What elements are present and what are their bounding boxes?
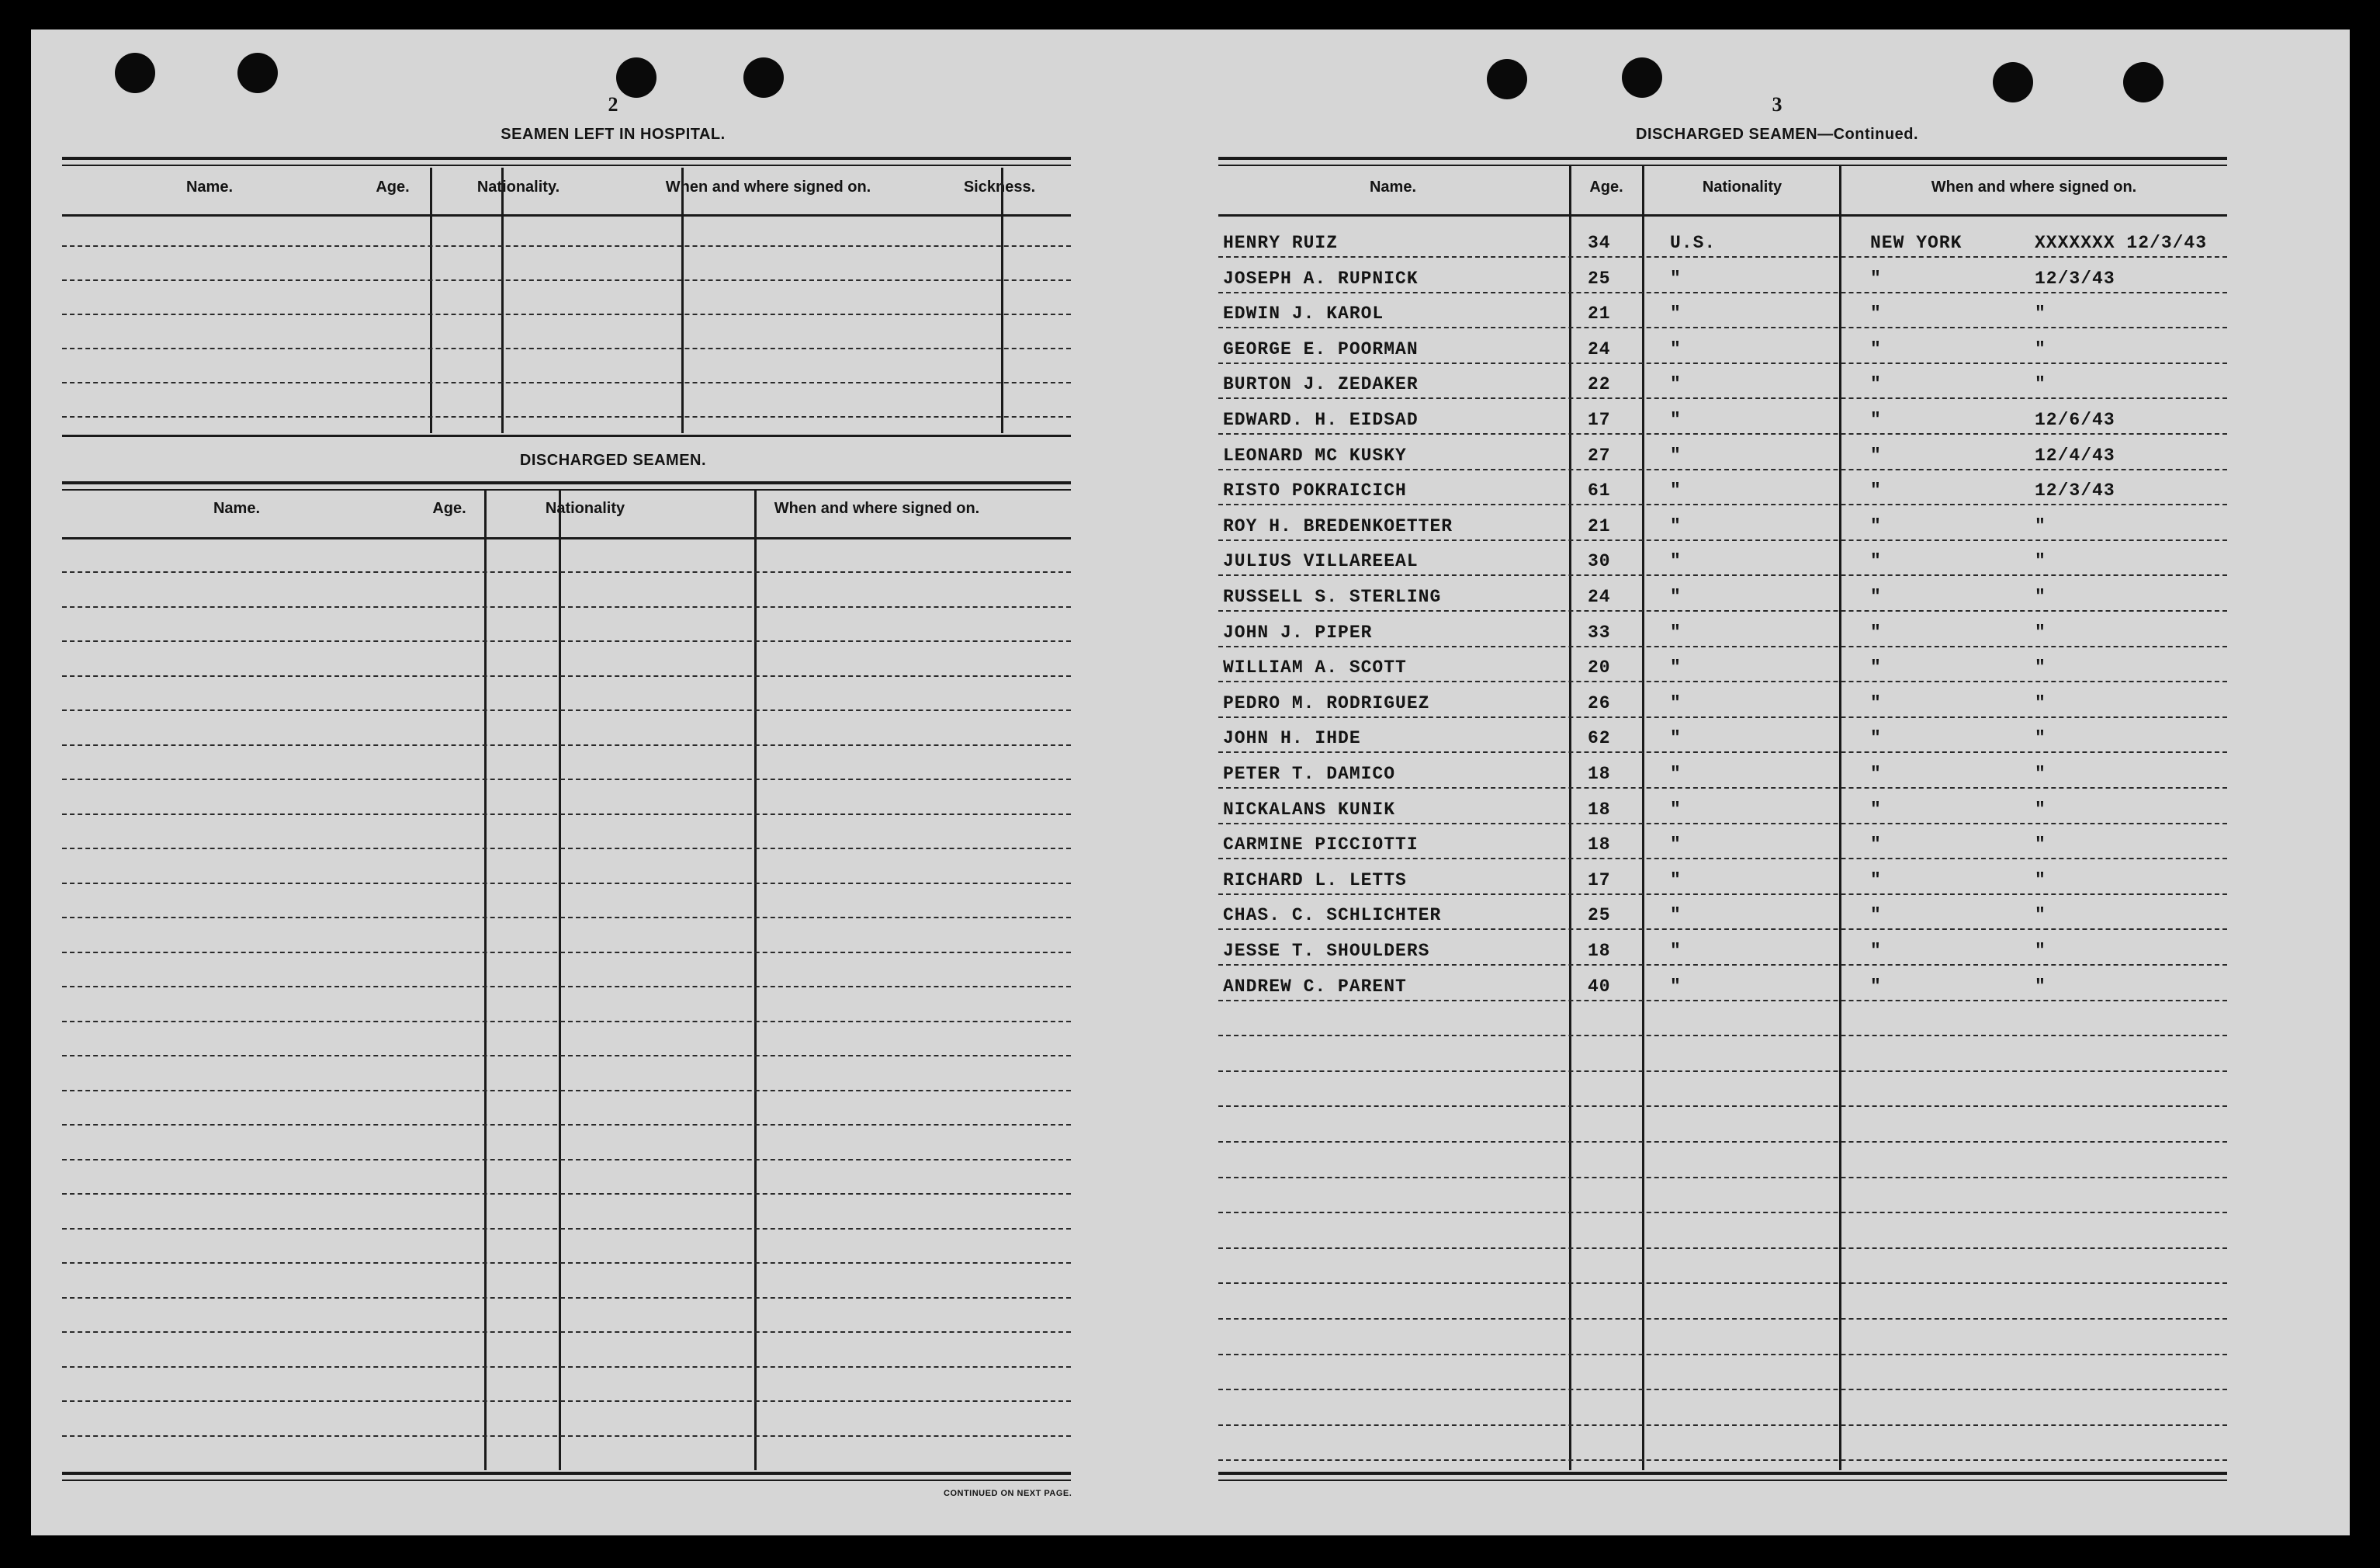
seaman-age: 26 — [1588, 692, 1611, 713]
seaman-age: 40 — [1588, 976, 1611, 997]
seaman-name: RISTO POKRAICICH — [1223, 480, 1407, 501]
col-header-signed-on: When and where signed on. — [774, 500, 980, 517]
seaman-age: 30 — [1588, 551, 1611, 572]
document-paper — [31, 29, 2350, 1535]
signed-on-date: " — [2035, 338, 2046, 359]
seaman-name: NICKALANS KUNIK — [1223, 799, 1396, 820]
seaman-age: 20 — [1588, 657, 1611, 678]
seaman-age: 24 — [1588, 338, 1611, 359]
entry-line — [1218, 823, 2227, 824]
hospital-section-title: SEAMEN LEFT IN HOSPITAL. — [501, 126, 726, 143]
entry-line — [1218, 1070, 2227, 1072]
entry-line — [62, 1159, 1071, 1160]
seaman-nationality: " — [1670, 622, 1682, 643]
column-divider — [559, 491, 561, 1470]
seaman-nationality: " — [1670, 976, 1682, 997]
seaman-age: 21 — [1588, 515, 1611, 536]
seaman-nationality: " — [1670, 551, 1682, 572]
signed-on-date: " — [2035, 551, 2046, 572]
table-top-rule — [62, 157, 1071, 166]
entry-line — [62, 744, 1071, 746]
col-header-sickness: Sickness. — [963, 179, 1036, 196]
column-divider — [1001, 168, 1003, 433]
signed-on-place: " — [1870, 480, 1882, 501]
entry-line — [1218, 964, 2227, 966]
entry-line — [1218, 858, 2227, 859]
signed-on-date: 12/3/43 — [2035, 480, 2115, 501]
entry-line — [1218, 1282, 2227, 1284]
entry-line — [1218, 397, 2227, 399]
signed-on-place: " — [1870, 304, 1882, 324]
seaman-name: CHAS. C. SCHLICHTER — [1223, 905, 1442, 926]
entry-line — [62, 952, 1071, 953]
seaman-name: JOHN H. IHDE — [1223, 728, 1361, 749]
seaman-nationality: " — [1670, 764, 1682, 784]
signed-on-place: " — [1870, 869, 1882, 890]
col-header-name: Name. — [1369, 179, 1417, 196]
signed-on-place: " — [1870, 268, 1882, 289]
entry-line — [1218, 1035, 2227, 1036]
col-header-name: Name. — [185, 179, 234, 196]
seaman-nationality: " — [1670, 515, 1682, 536]
seaman-age: 17 — [1588, 869, 1611, 890]
column-divider — [501, 168, 504, 433]
col-header-nationality: Nationality — [1702, 179, 1782, 196]
table-top-rule — [1218, 157, 2227, 166]
entry-line — [62, 917, 1071, 918]
continued-note: CONTINUED ON NEXT PAGE. — [944, 1489, 1072, 1498]
seaman-nationality: U.S. — [1670, 233, 1717, 253]
seaman-age: 17 — [1588, 410, 1611, 430]
seaman-age: 24 — [1588, 587, 1611, 607]
entry-line — [62, 779, 1071, 780]
entry-line — [62, 314, 1071, 315]
signed-on-place: " — [1870, 834, 1882, 855]
seaman-nationality: " — [1670, 445, 1682, 466]
entry-line — [62, 416, 1071, 418]
seaman-name: HENRY RUIZ — [1223, 233, 1339, 253]
header-rule — [62, 214, 1071, 217]
entry-line — [1218, 646, 2227, 647]
seaman-nationality: " — [1670, 657, 1682, 678]
col-header-nationality: Nationality. — [476, 179, 560, 196]
entry-line — [1218, 893, 2227, 895]
seaman-name: ANDREW C. PARENT — [1223, 976, 1407, 997]
seaman-name: JOHN J. PIPER — [1223, 622, 1373, 643]
entry-line — [1218, 1318, 2227, 1320]
entry-line — [62, 279, 1071, 281]
entry-line — [62, 1090, 1071, 1091]
seaman-age: 61 — [1588, 480, 1611, 501]
entry-line — [1218, 716, 2227, 718]
entry-line — [1218, 292, 2227, 293]
header-rule — [1218, 214, 2227, 217]
entry-line — [1218, 539, 2227, 541]
entry-line — [1218, 751, 2227, 753]
signed-on-date: 12/3/43 — [2035, 268, 2115, 289]
entry-line — [1218, 1354, 2227, 1355]
signed-on-date: " — [2035, 657, 2046, 678]
signed-on-place: NEW YORK — [1870, 233, 1963, 253]
seaman-name: JESSE T. SHOULDERS — [1223, 941, 1430, 961]
seaman-name: RICHARD L. LETTS — [1223, 869, 1407, 890]
col-header-signed-on: When and where signed on. — [665, 179, 871, 196]
entry-line — [62, 606, 1071, 608]
header-rule — [62, 537, 1071, 539]
entry-line — [62, 571, 1071, 573]
seaman-nationality: " — [1670, 480, 1682, 501]
entry-line — [1218, 1459, 2227, 1461]
entry-line — [1218, 504, 2227, 505]
page-number: 3 — [1772, 93, 1782, 116]
seaman-nationality: " — [1670, 869, 1682, 890]
signed-on-date: " — [2035, 834, 2046, 855]
entry-line — [62, 245, 1071, 247]
column-divider — [484, 491, 487, 1470]
seaman-name: ROY H. BREDENKOETTER — [1223, 515, 1453, 536]
entry-line — [1218, 1389, 2227, 1390]
seaman-name: PEDRO M. RODRIGUEZ — [1223, 692, 1430, 713]
entry-line — [62, 675, 1071, 677]
signed-on-place: " — [1870, 587, 1882, 607]
discharged-continued-title: DISCHARGED SEAMEN—Continued. — [1636, 126, 1918, 143]
seaman-nationality: " — [1670, 410, 1682, 430]
left-page — [62, 29, 1164, 1535]
seaman-age: 27 — [1588, 445, 1611, 466]
entry-line — [62, 848, 1071, 849]
entry-line — [1218, 574, 2227, 576]
signed-on-place: " — [1870, 338, 1882, 359]
discharged-section-title: DISCHARGED SEAMEN. — [519, 452, 707, 469]
signed-on-date: " — [2035, 941, 2046, 961]
entry-line — [62, 1262, 1071, 1264]
seaman-name: RUSSELL S. STERLING — [1223, 587, 1442, 607]
signed-on-date: " — [2035, 587, 2046, 607]
seaman-age: 22 — [1588, 374, 1611, 395]
signed-on-place: " — [1870, 799, 1882, 820]
entry-line — [62, 1021, 1071, 1022]
signed-on-place: " — [1870, 551, 1882, 572]
signed-on-date: " — [2035, 622, 2046, 643]
signed-on-date: " — [2035, 515, 2046, 536]
seaman-name: JULIUS VILLAREEAL — [1223, 551, 1419, 572]
entry-line — [1218, 433, 2227, 435]
entry-line — [62, 1193, 1071, 1195]
seaman-nationality: " — [1670, 799, 1682, 820]
seaman-name: WILLIAM A. SCOTT — [1223, 657, 1407, 678]
section-rule — [62, 435, 1071, 437]
entry-line — [62, 1228, 1071, 1230]
signed-on-date: " — [2035, 799, 2046, 820]
entry-line — [1218, 1212, 2227, 1213]
seaman-nationality: " — [1670, 728, 1682, 749]
signed-on-place: " — [1870, 905, 1882, 926]
seaman-age: 25 — [1588, 268, 1611, 289]
entry-line — [62, 640, 1071, 642]
signed-on-date: " — [2035, 304, 2046, 324]
seaman-age: 21 — [1588, 304, 1611, 324]
seaman-nationality: " — [1670, 374, 1682, 395]
seaman-age: 34 — [1588, 233, 1611, 253]
entry-line — [1218, 1141, 2227, 1143]
signed-on-place: " — [1870, 764, 1882, 784]
entry-line — [1218, 256, 2227, 258]
signed-on-date: 12/6/43 — [2035, 410, 2115, 430]
signed-on-date: " — [2035, 905, 2046, 926]
signed-on-date: " — [2035, 374, 2046, 395]
entry-line — [62, 382, 1071, 383]
entry-line — [1218, 469, 2227, 470]
signed-on-place: " — [1870, 976, 1882, 997]
entry-line — [1218, 928, 2227, 930]
seaman-nationality: " — [1670, 834, 1682, 855]
page-number: 2 — [608, 93, 618, 116]
seaman-age: 25 — [1588, 905, 1611, 926]
signed-on-place: " — [1870, 445, 1882, 466]
col-header-signed-on: When and where signed on. — [1931, 179, 2137, 196]
seaman-name: EDWIN J. KAROL — [1223, 304, 1384, 324]
entry-line — [1218, 1000, 2227, 1001]
entry-line — [62, 1124, 1071, 1126]
seaman-age: 18 — [1588, 941, 1611, 961]
entry-line — [62, 986, 1071, 987]
entry-line — [1218, 363, 2227, 364]
signed-on-place: " — [1870, 622, 1882, 643]
seaman-name: EDWARD. H. EIDSAD — [1223, 410, 1419, 430]
entry-line — [62, 883, 1071, 884]
signed-on-place: " — [1870, 728, 1882, 749]
entry-line — [62, 1331, 1071, 1333]
table-top-rule — [62, 481, 1071, 491]
entry-line — [1218, 681, 2227, 682]
entry-line — [62, 348, 1071, 349]
table-bottom-rule — [1218, 1472, 2227, 1481]
entry-line — [62, 1400, 1071, 1402]
right-page — [1211, 29, 2344, 1535]
signed-on-place: " — [1870, 692, 1882, 713]
signed-on-date: " — [2035, 692, 2046, 713]
signed-on-date: 12/4/43 — [2035, 445, 2115, 466]
entry-line — [62, 1366, 1071, 1368]
signed-on-date: " — [2035, 764, 2046, 784]
entry-line — [1218, 1105, 2227, 1107]
column-divider — [754, 491, 757, 1470]
entry-line — [1218, 327, 2227, 328]
seaman-nationality: " — [1670, 692, 1682, 713]
col-header-nationality: Nationality — [545, 500, 625, 517]
seaman-age: 62 — [1588, 728, 1611, 749]
column-divider — [681, 168, 684, 433]
signed-on-place: " — [1870, 410, 1882, 430]
signed-on-place: " — [1870, 374, 1882, 395]
entry-line — [1218, 1177, 2227, 1178]
signed-on-date: " — [2035, 869, 2046, 890]
entry-line — [1218, 787, 2227, 789]
seaman-age: 18 — [1588, 799, 1611, 820]
col-header-name: Name. — [213, 500, 261, 517]
signed-on-date: " — [2035, 976, 2046, 997]
signed-on-date: " — [2035, 728, 2046, 749]
seaman-name: BURTON J. ZEDAKER — [1223, 374, 1419, 395]
col-header-age: Age. — [1589, 179, 1623, 196]
table-bottom-rule — [62, 1472, 1071, 1481]
signed-on-date: XXXXXXX 12/3/43 — [2035, 233, 2208, 253]
seaman-nationality: " — [1670, 905, 1682, 926]
entry-line — [62, 813, 1071, 815]
column-divider — [430, 168, 432, 433]
entry-line — [1218, 1247, 2227, 1249]
col-header-age: Age. — [432, 500, 466, 517]
seaman-nationality: " — [1670, 304, 1682, 324]
seaman-name: PETER T. DAMICO — [1223, 764, 1396, 784]
seaman-nationality: " — [1670, 338, 1682, 359]
signed-on-place: " — [1870, 515, 1882, 536]
seaman-name: JOSEPH A. RUPNICK — [1223, 268, 1419, 289]
seaman-nationality: " — [1670, 941, 1682, 961]
seaman-age: 18 — [1588, 764, 1611, 784]
entry-line — [1218, 1424, 2227, 1426]
entry-line — [62, 1435, 1071, 1437]
col-header-age: Age. — [376, 179, 410, 196]
entry-line — [62, 709, 1071, 711]
entry-line — [1218, 610, 2227, 612]
entry-line — [62, 1055, 1071, 1056]
seaman-age: 33 — [1588, 622, 1611, 643]
signed-on-place: " — [1870, 941, 1882, 961]
seaman-name: GEORGE E. POORMAN — [1223, 338, 1419, 359]
signed-on-place: " — [1870, 657, 1882, 678]
seaman-name: LEONARD MC KUSKY — [1223, 445, 1407, 466]
seaman-age: 18 — [1588, 834, 1611, 855]
entry-line — [62, 1297, 1071, 1299]
seaman-name: CARMINE PICCIOTTI — [1223, 834, 1419, 855]
seaman-nationality: " — [1670, 587, 1682, 607]
seaman-nationality: " — [1670, 268, 1682, 289]
